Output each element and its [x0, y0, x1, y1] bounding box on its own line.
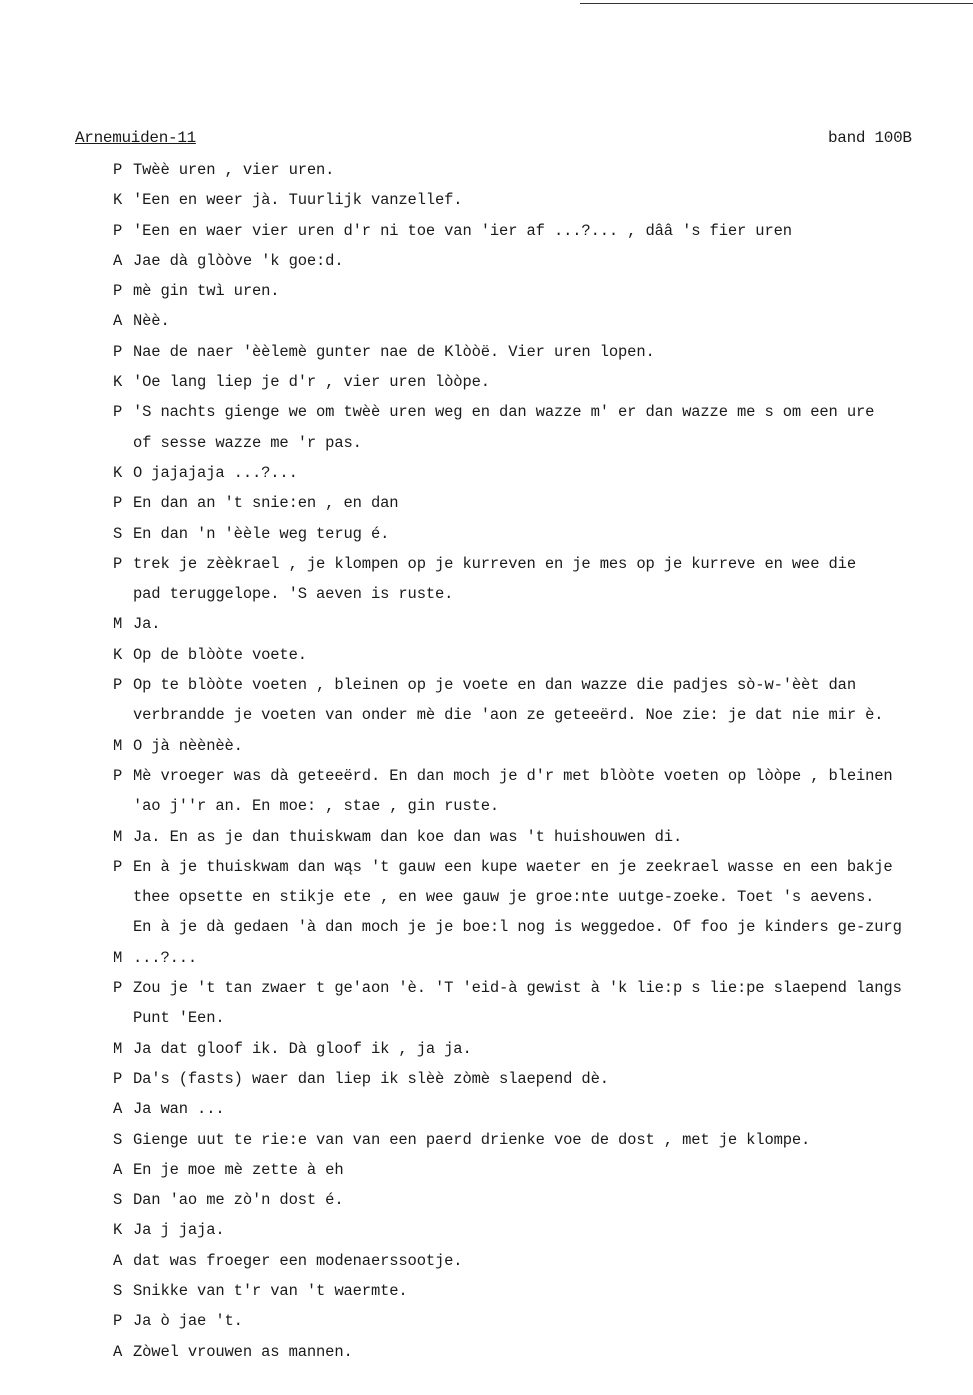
transcript-line	[113, 1003, 971, 1033]
transcript-line	[113, 761, 971, 791]
line-text: Nae de naer 'èèlemè gunter nae de Klòòë. Vier uren lopen.	[133, 342, 655, 361]
line-text: En je moe mè zette à eh	[133, 1160, 344, 1179]
transcript-line	[113, 488, 971, 518]
speaker-label: S	[113, 1191, 123, 1210]
line-text: Dan 'ao me zò'n dost é.	[133, 1191, 344, 1210]
speaker-label: K	[113, 645, 123, 664]
line-text: Op te blòòte voeten , bleinen op je voete en dan wazze die padjes sò-w-'èèt dan	[133, 676, 856, 695]
transcript-line	[113, 731, 971, 761]
line-text: 'Een en weer jà. Tuurlijk vanzellef.	[133, 191, 463, 210]
transcript-line	[113, 458, 971, 488]
transcript-line	[113, 367, 971, 397]
line-text: pad teruggelope. 'S aeven is ruste.	[133, 585, 454, 604]
transcript-line	[113, 670, 971, 700]
line-text: 'S nachts gienge we om twèè uren weg en dan wazze m' er dan wazze me s om een ure	[133, 403, 875, 422]
transcript-line	[113, 1064, 971, 1094]
speaker-label: P	[113, 554, 123, 573]
speaker-label: P	[113, 857, 123, 876]
line-text: Ja. En as je dan thuiskwam dan koe dan was 't huishouwen di.	[133, 827, 683, 846]
transcript-line	[113, 1155, 971, 1185]
speaker-label: M	[113, 1039, 123, 1058]
transcript-line	[113, 791, 971, 821]
transcript-line	[113, 640, 971, 670]
line-text: ...?...	[133, 948, 198, 967]
line-text: dat was froeger een modenaerssootje.	[133, 1251, 463, 1270]
transcript-line	[113, 912, 971, 942]
speaker-label: K	[113, 463, 123, 482]
speaker-label: A	[113, 1342, 123, 1361]
line-text: Punt 'Een.	[133, 1009, 225, 1028]
transcript-line	[113, 1276, 971, 1306]
speaker-label: P	[113, 1312, 123, 1331]
document-title: Arnemuiden-11	[75, 129, 196, 147]
transcript-line	[113, 882, 971, 912]
speaker-label: S	[113, 1130, 123, 1149]
transcript-body	[113, 155, 971, 1367]
line-text: Op de blòòte voete.	[133, 645, 307, 664]
transcript-line	[113, 1185, 971, 1215]
line-text: Snikke van t'r van 't waermte.	[133, 1281, 408, 1300]
transcript-line	[113, 1215, 971, 1245]
speaker-label: P	[113, 676, 123, 695]
transcript-line	[113, 246, 971, 276]
speaker-label: A	[113, 1251, 123, 1270]
speaker-label: S	[113, 1281, 123, 1300]
line-text: O jajajaja ...?...	[133, 463, 298, 482]
speaker-label: A	[113, 251, 123, 270]
line-text: Ja.	[133, 615, 161, 634]
line-text: Nèè.	[133, 312, 170, 331]
line-text: Gienge uut te rie:e van van een paerd drienke voe de dost , met je klompe.	[133, 1130, 811, 1149]
transcript-line	[113, 155, 971, 185]
line-text: trek je zèèkrael , je klompen op je kurreven en je mes op je kurreve en wee die	[133, 554, 856, 573]
line-text: Zòwel vrouwen as mannen.	[133, 1342, 353, 1361]
speaker-label: A	[113, 1160, 123, 1179]
speaker-label: A	[113, 1100, 123, 1119]
transcript-line	[113, 397, 971, 427]
speaker-label: K	[113, 1221, 123, 1240]
speaker-label: M	[113, 615, 123, 634]
transcript-line	[113, 852, 971, 882]
line-text: Ja j jaja.	[133, 1221, 225, 1240]
transcript-line	[113, 1337, 971, 1367]
line-text: Ja ò jae 't.	[133, 1312, 243, 1331]
line-text: of sesse wazze me 'r pas.	[133, 433, 362, 452]
transcript-line	[113, 700, 971, 730]
line-text: verbrandde je voeten van onder mè die 'aon ze geteeërd. Noe zie: je dat nie mir è.	[133, 706, 884, 725]
transcript-line	[113, 549, 971, 579]
transcript-line	[113, 579, 971, 609]
transcript-line	[113, 519, 971, 549]
speaker-label: P	[113, 161, 123, 179]
line-text: mè gin twì uren.	[133, 282, 280, 301]
speaker-label: M	[113, 827, 123, 846]
line-text: Zou je 't tan zwaer t ge'aon 'è. 'T 'eid-à gewist à 'k lie:p s lie:pe slaepend langs	[133, 979, 902, 998]
speaker-label: P	[113, 403, 123, 422]
speaker-label: P	[113, 979, 123, 998]
transcript-line	[113, 337, 971, 367]
speaker-label: P	[113, 221, 123, 240]
transcript-line	[113, 306, 971, 336]
transcript-line	[113, 1246, 971, 1276]
line-text: Twèè uren , vier uren.	[133, 161, 335, 179]
speaker-label: K	[113, 191, 123, 210]
line-text: En dan an 't snie:en , en dan	[133, 494, 399, 513]
line-text: En à je thuiskwam dan wąs 't gauw een kupe waeter en je zeekrael wasse en een bakje	[133, 857, 893, 876]
line-text: Ja dat gloof ik. Dà gloof ik , ja ja.	[133, 1039, 472, 1058]
speaker-label: K	[113, 373, 123, 392]
line-text: O jà nèènèè.	[133, 736, 243, 755]
line-text: 'Oe lang liep je d'r , vier uren lòòpe.	[133, 373, 490, 392]
transcript-line	[113, 1125, 971, 1155]
transcript-line	[113, 216, 971, 246]
transcript-line	[113, 1094, 971, 1124]
transcript-line	[113, 185, 971, 215]
speaker-label: P	[113, 1069, 123, 1088]
top-rule	[580, 3, 973, 4]
transcript-line	[113, 609, 971, 639]
speaker-label: P	[113, 342, 123, 361]
speaker-label: P	[113, 766, 123, 785]
line-text: En dan 'n 'èèle weg terug é.	[133, 524, 390, 543]
transcript-line	[113, 943, 971, 973]
speaker-label: M	[113, 948, 123, 967]
transcript-line	[113, 1306, 971, 1336]
tape-label: band 100B	[828, 129, 912, 147]
line-text: 'ao j''r an. En moe: , stae , gin ruste.	[133, 797, 500, 816]
transcript-line	[113, 973, 971, 1003]
speaker-label: P	[113, 494, 123, 513]
speaker-label: M	[113, 736, 123, 755]
transcript-line	[113, 822, 971, 852]
transcript-line	[113, 276, 971, 306]
transcript-line	[113, 1034, 971, 1064]
transcript-line	[113, 428, 971, 458]
line-text: thee opsette en stikje ete , en wee gauw je groe:nte uutge-zoeke. Toet 's aevens.	[133, 888, 875, 907]
line-text: Jae dà glòòve 'k goe:d.	[133, 251, 344, 270]
speaker-label: P	[113, 282, 123, 301]
line-text: Ja wan ...	[133, 1100, 225, 1119]
line-text: En à je dà gedaen 'à dan moch je je boe:l nog is weggedoe. Of foo je kinders ge-zurg	[133, 918, 902, 937]
speaker-label: A	[113, 312, 123, 331]
speaker-label: S	[113, 524, 123, 543]
line-text: 'Een en waer vier uren d'r ni toe van 'ier af ...?... , dââ 's fier uren	[133, 221, 792, 240]
line-text: Da's (fasts) waer dan liep ik slèè zòmè slaepend dè.	[133, 1069, 609, 1088]
line-text: Mè vroeger was dà geteeërd. En dan moch je d'r met blòòte voeten op lòòpe , bleinen	[133, 766, 893, 785]
